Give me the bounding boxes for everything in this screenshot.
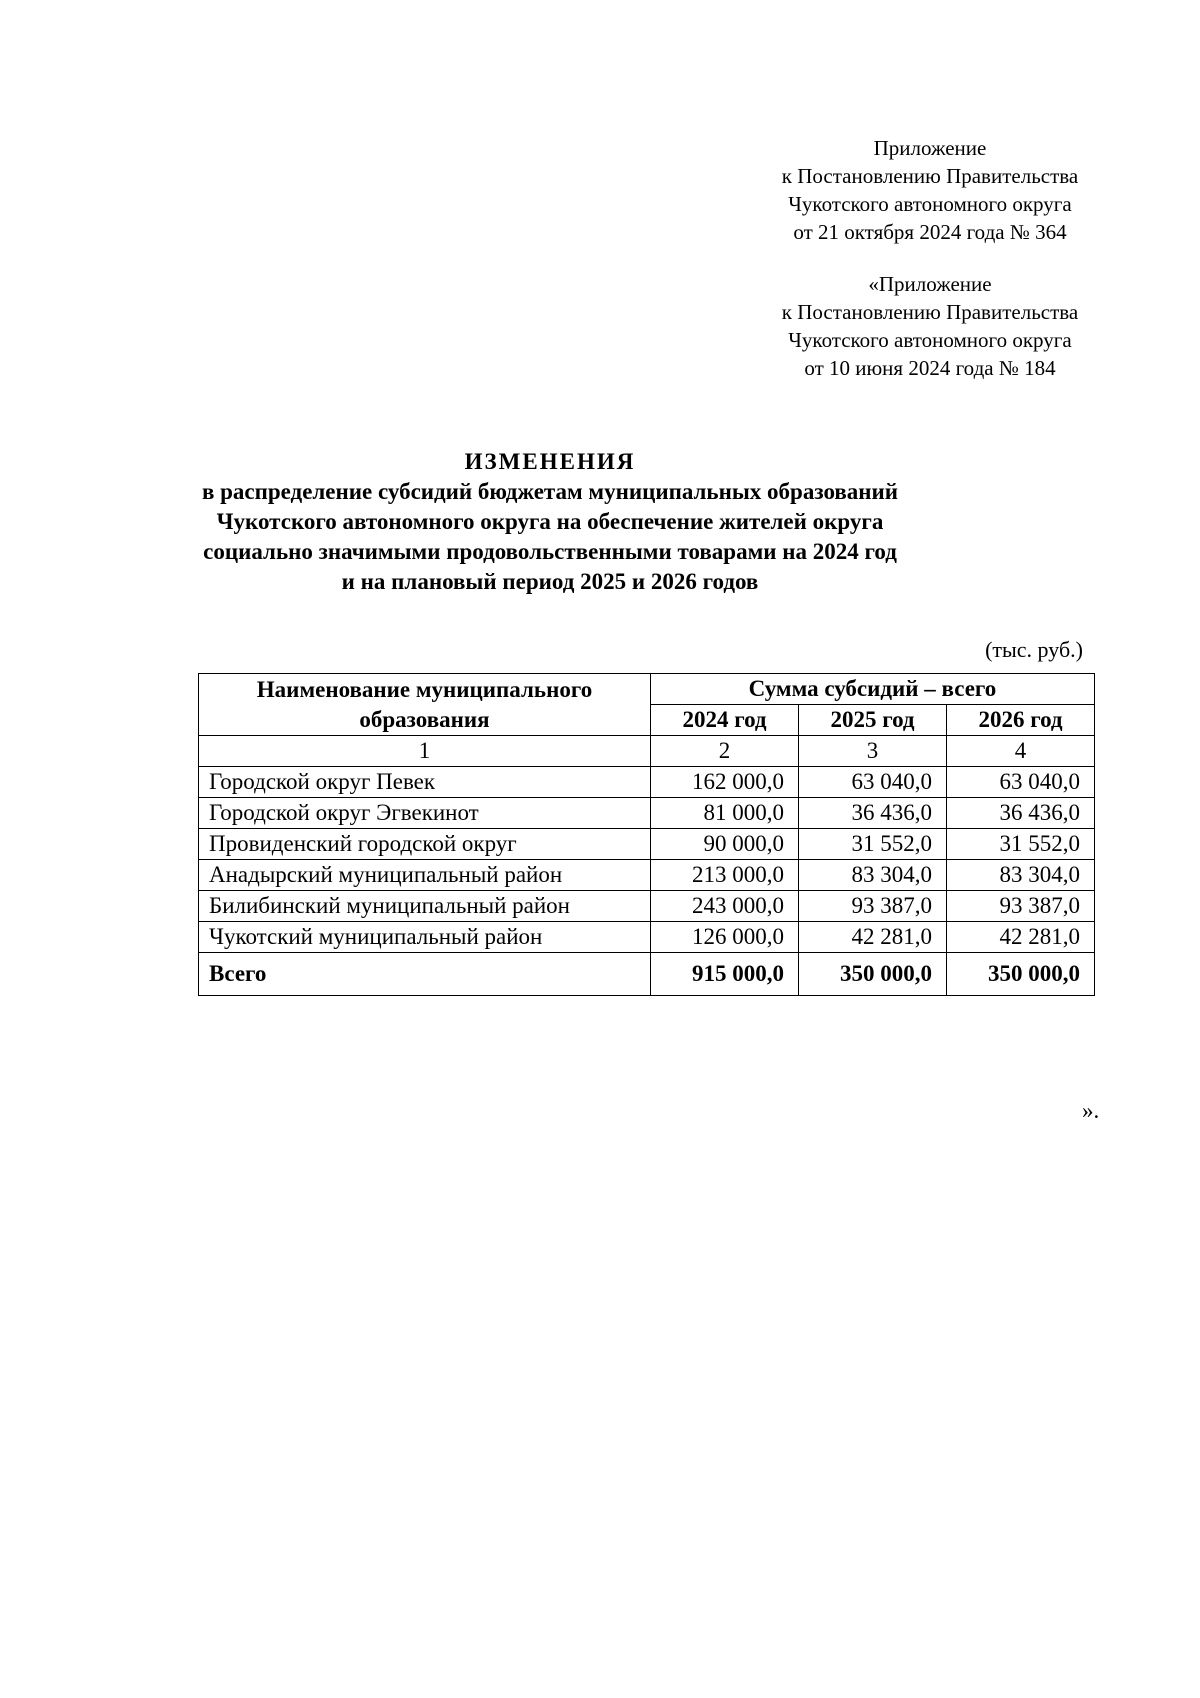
appendix-line: Чукотского автономного округа (788, 328, 1072, 352)
header-municipality: Наименование муниципального образования (199, 674, 651, 736)
units-label: (тыс. руб.) (985, 637, 1083, 662)
column-number: 4 (947, 736, 1095, 767)
table-total-row (199, 953, 1095, 996)
appendix-label: «Приложение (868, 272, 992, 296)
title-line: социально значимыми продовольственными товарами на 2024 год (203, 539, 897, 564)
header-year: 2025 год (799, 705, 947, 736)
municipality-name: Провиденский городской округ (199, 829, 651, 860)
value-2026: 31 552,0 (947, 829, 1095, 860)
municipality-name: Анадырский муниципальный район (199, 860, 651, 891)
value-2025: 63 040,0 (799, 767, 947, 798)
column-number: 3 (799, 736, 947, 767)
header-subsidy-sum: Сумма субсидий – всего (651, 674, 1095, 705)
value-2024: 162 000,0 (651, 767, 799, 798)
closing-quote: ». (1082, 1098, 1100, 1123)
subsidy-table (198, 673, 1095, 996)
value-2024: 81 000,0 (651, 798, 799, 829)
value-2025: 42 281,0 (799, 922, 947, 953)
value-2024: 213 000,0 (651, 860, 799, 891)
value-2025: 93 387,0 (799, 891, 947, 922)
value-2026: 83 304,0 (947, 860, 1095, 891)
table-row (199, 829, 1095, 860)
value-2025: 31 552,0 (799, 829, 947, 860)
table-row (199, 922, 1095, 953)
column-number: 2 (651, 736, 799, 767)
value-2024: 126 000,0 (651, 922, 799, 953)
value-2026: 63 040,0 (947, 767, 1095, 798)
value-2024: 90 000,0 (651, 829, 799, 860)
value-2025: 83 304,0 (799, 860, 947, 891)
value-2026: 36 436,0 (947, 798, 1095, 829)
municipality-name: Городской округ Эгвекинот (199, 798, 651, 829)
table-row (199, 860, 1095, 891)
appendix-current-reference (760, 134, 1100, 246)
appendix-line: Чукотского автономного округа (788, 192, 1072, 216)
table-row (199, 891, 1095, 922)
table-row (199, 767, 1095, 798)
total-label: Всего (199, 953, 651, 996)
value-2024: 243 000,0 (651, 891, 799, 922)
document-title (150, 447, 950, 597)
appendix-date: от 10 июня 2024 года № 184 (804, 356, 1056, 380)
total-2026: 350 000,0 (947, 953, 1095, 996)
header-year: 2024 год (651, 705, 799, 736)
table-row (199, 798, 1095, 829)
total-2025: 350 000,0 (799, 953, 947, 996)
value-2026: 93 387,0 (947, 891, 1095, 922)
value-2026: 42 281,0 (947, 922, 1095, 953)
municipality-name: Чукотский муниципальный район (199, 922, 651, 953)
appendix-previous-reference (760, 270, 1100, 382)
title-line: Чукотского автономного округа на обеспечение жителей округа (216, 509, 884, 534)
appendix-date: от 21 октября 2024 года № 364 (793, 220, 1067, 244)
appendix-label: Приложение (873, 136, 987, 160)
table-header-row (199, 674, 1095, 705)
municipality-name: Билибинский муниципальный район (199, 891, 651, 922)
appendix-line: к Постановлению Правительства (781, 164, 1079, 188)
title-line: в распределение субсидий бюджетам муниципальных образований (201, 479, 899, 504)
column-number-row (199, 736, 1095, 767)
appendix-line: к Постановлению Правительства (781, 300, 1079, 324)
municipality-name: Городской округ Певек (199, 767, 651, 798)
title-main: ИЗМЕНЕНИЯ (464, 449, 636, 474)
value-2025: 36 436,0 (799, 798, 947, 829)
header-year: 2026 год (947, 705, 1095, 736)
column-number: 1 (199, 736, 651, 767)
total-2024: 915 000,0 (651, 953, 799, 996)
title-line: и на плановый период 2025 и 2026 годов (341, 569, 759, 594)
